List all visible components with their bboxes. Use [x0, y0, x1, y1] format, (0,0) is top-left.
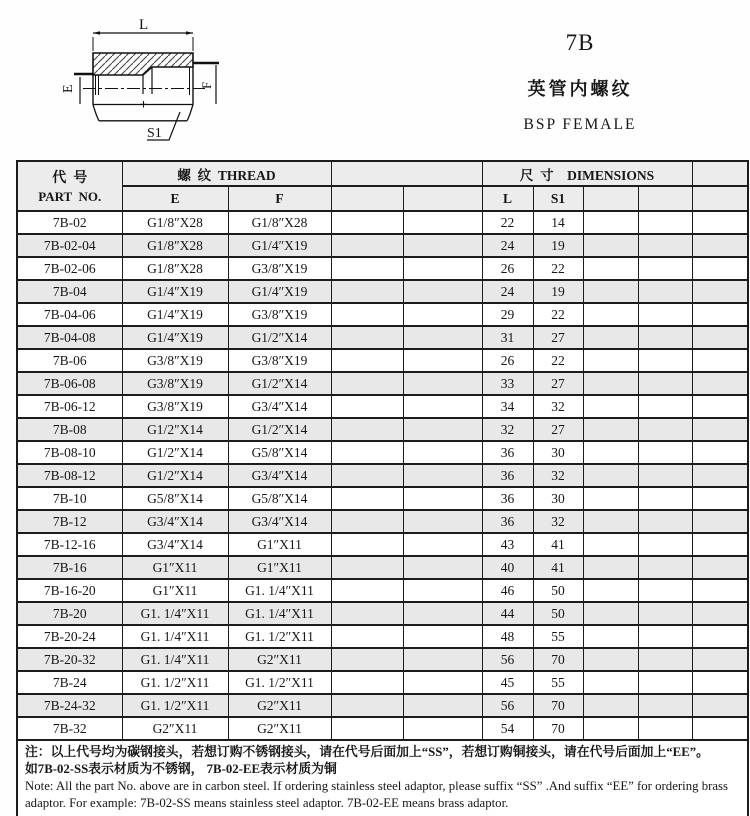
cell-s1: 32: [533, 464, 583, 487]
cell-empty: [331, 648, 403, 671]
cell-s1: 32: [533, 510, 583, 533]
cell-empty: [692, 464, 748, 487]
cell-s1: 27: [533, 326, 583, 349]
series-code: 7B: [565, 30, 595, 55]
cell-empty: [638, 418, 692, 441]
cell-f: G1. 1/4″X11: [228, 579, 331, 602]
table-row: [17, 280, 748, 303]
dim-label-E: E: [61, 84, 76, 93]
cell-part: 7B-12: [17, 510, 122, 533]
cell-empty: [403, 625, 482, 648]
cell-empty: [403, 671, 482, 694]
cell-f: G3/4″X14: [228, 510, 331, 533]
subheader-l: L: [482, 186, 533, 211]
cell-l: 22: [482, 211, 533, 234]
cell-e: G1/2″X14: [122, 464, 228, 487]
cell-s1: 22: [533, 349, 583, 372]
cell-s1: 19: [533, 280, 583, 303]
cell-empty: [331, 464, 403, 487]
cell-part: 7B-06: [17, 349, 122, 372]
table-row: [17, 556, 748, 579]
cell-f: G5/8″X14: [228, 487, 331, 510]
cell-empty: [403, 441, 482, 464]
cell-empty: [692, 487, 748, 510]
cell-s1: 50: [533, 602, 583, 625]
cell-empty: [692, 671, 748, 694]
cell-empty: [403, 556, 482, 579]
cell-empty: [403, 533, 482, 556]
cell-empty: [583, 625, 638, 648]
cell-s1: 30: [533, 487, 583, 510]
table-row: [17, 303, 748, 326]
cell-empty: [403, 372, 482, 395]
cell-l: 36: [482, 441, 533, 464]
cell-empty: [692, 556, 748, 579]
cell-l: 33: [482, 372, 533, 395]
arrowhead-right-icon: [186, 31, 193, 34]
cell-l: 26: [482, 257, 533, 280]
cell-l: 24: [482, 234, 533, 257]
cell-empty: [583, 579, 638, 602]
cell-empty: [692, 280, 748, 303]
table-row: [17, 418, 748, 441]
cell-empty: [403, 257, 482, 280]
cell-s1: 14: [533, 211, 583, 234]
header-thread-label: 螺 纹 THREAD: [177, 167, 276, 183]
cell-f: G2″X11: [228, 648, 331, 671]
cell-s1: 70: [533, 648, 583, 671]
dim-label-S1: S1: [147, 126, 162, 141]
cell-e: G3/8″X19: [122, 372, 228, 395]
cell-empty: [331, 372, 403, 395]
hex-corner-arc: [93, 105, 99, 121]
note-chinese-1: 注：以上代号均为碳钢接头，若想订购不锈钢接头，请在代号后面加上“SS”，若想订购铜接头，请在代号后面加上“EE”。: [25, 745, 709, 759]
table-row: [17, 326, 748, 349]
cell-l: 43: [482, 533, 533, 556]
table-row: [17, 372, 748, 395]
cell-empty: [403, 280, 482, 303]
cell-empty: [638, 602, 692, 625]
note-english-1: Note: All the part No. above are in carbon steel. If ordering stainless steel adaptor, please suffix “SS” .And suffix “EE” for ordering brass: [25, 778, 728, 793]
cell-s1: 55: [533, 671, 583, 694]
cell-empty: [583, 671, 638, 694]
cell-empty: [692, 234, 748, 257]
subheader-e: E: [122, 186, 228, 211]
cell-f: G1″X11: [228, 556, 331, 579]
cell-s1: 32: [533, 395, 583, 418]
cell-empty: [583, 602, 638, 625]
cell-e: G3/8″X19: [122, 395, 228, 418]
cell-s1: 41: [533, 533, 583, 556]
cell-e: G1. 1/4″X11: [122, 602, 228, 625]
cell-e: G1/4″X19: [122, 303, 228, 326]
cell-part: 7B-02: [17, 211, 122, 234]
cell-s1: 27: [533, 372, 583, 395]
table-row: [17, 211, 748, 234]
table-row: [17, 349, 748, 372]
parts-table: [16, 160, 749, 816]
cell-empty: [403, 717, 482, 740]
cell-empty: [331, 303, 403, 326]
title-block: [488, 30, 672, 134]
cell-empty: [638, 648, 692, 671]
cell-e: G1/4″X19: [122, 280, 228, 303]
cell-e: G1/2″X14: [122, 441, 228, 464]
cell-f: G1. 1/2″X11: [228, 671, 331, 694]
cell-f: G2″X11: [228, 694, 331, 717]
table-row: [17, 234, 748, 257]
cell-empty: [692, 533, 748, 556]
cell-empty: [583, 395, 638, 418]
cell-f: G3/8″X19: [228, 349, 331, 372]
cell-empty: [638, 372, 692, 395]
cell-l: 56: [482, 648, 533, 671]
cell-e: G2″X11: [122, 717, 228, 740]
cell-empty: [638, 717, 692, 740]
cell-e: G3/4″X14: [122, 510, 228, 533]
cell-empty: [331, 602, 403, 625]
cell-f: G1/2″X14: [228, 326, 331, 349]
note-english-2: adaptor. For example: 7B-02-SS means stainless steel adaptor. 7B-02-EE means brass adaptor.: [25, 795, 509, 810]
cell-f: G1. 1/4″X11: [228, 602, 331, 625]
cell-l: 36: [482, 510, 533, 533]
cell-s1: 70: [533, 717, 583, 740]
cell-empty: [331, 441, 403, 464]
cell-e: G1/4″X19: [122, 326, 228, 349]
cell-empty: [403, 510, 482, 533]
cell-f: G1″X11: [228, 533, 331, 556]
cell-e: G1. 1/4″X11: [122, 625, 228, 648]
cell-empty: [638, 464, 692, 487]
table-row: [17, 464, 748, 487]
table-row: [17, 441, 748, 464]
cell-l: 26: [482, 349, 533, 372]
cell-f: G1/2″X14: [228, 372, 331, 395]
cell-empty: [692, 372, 748, 395]
cell-s1: 22: [533, 303, 583, 326]
cell-empty: [638, 556, 692, 579]
cell-part: 7B-16: [17, 556, 122, 579]
table-row: [17, 602, 748, 625]
table-row: [17, 579, 748, 602]
cell-empty: [638, 625, 692, 648]
cell-empty: [331, 257, 403, 280]
cell-e: G5/8″X14: [122, 487, 228, 510]
cell-l: 45: [482, 671, 533, 694]
header-dimensions-label: 尺 寸 DIMENSIONS: [519, 167, 655, 183]
cell-f: G1/4″X19: [228, 234, 331, 257]
subtitle-english: BSP FEMALE: [523, 116, 637, 133]
cell-part: 7B-12-16: [17, 533, 122, 556]
cell-empty: [692, 625, 748, 648]
table-body: [17, 211, 748, 740]
cell-empty: [403, 418, 482, 441]
cell-empty: [331, 395, 403, 418]
cell-empty: [403, 464, 482, 487]
cell-empty: [638, 395, 692, 418]
cell-e: G1/8″X28: [122, 257, 228, 280]
cell-s1: 19: [533, 234, 583, 257]
cell-empty: [692, 257, 748, 280]
cell-empty: [331, 487, 403, 510]
cell-part: 7B-06-12: [17, 395, 122, 418]
dim-label-F: F: [199, 81, 214, 89]
cell-l: 36: [482, 487, 533, 510]
cell-empty: [403, 395, 482, 418]
cell-empty: [583, 257, 638, 280]
cell-empty: [583, 556, 638, 579]
header-part-no-en: PART NO.: [38, 189, 102, 204]
cell-empty: [403, 234, 482, 257]
arrowhead-left-icon: [93, 31, 100, 34]
subheader-blank: [583, 186, 638, 211]
cell-empty: [403, 211, 482, 234]
cell-empty: [583, 694, 638, 717]
table-row: [17, 257, 748, 280]
cell-empty: [331, 625, 403, 648]
cell-empty: [403, 648, 482, 671]
cell-part: 7B-20: [17, 602, 122, 625]
parts-table-wrap: [16, 160, 749, 816]
cell-empty: [403, 326, 482, 349]
cell-empty: [638, 533, 692, 556]
cell-empty: [331, 349, 403, 372]
cell-l: 54: [482, 717, 533, 740]
cell-e: G3/4″X14: [122, 533, 228, 556]
cell-s1: 30: [533, 441, 583, 464]
cell-s1: 70: [533, 694, 583, 717]
cell-part: 7B-20-24: [17, 625, 122, 648]
cell-empty: [583, 717, 638, 740]
cell-empty: [331, 211, 403, 234]
fitting-drawing: [0, 0, 260, 155]
cell-empty: [638, 349, 692, 372]
hatched-section: [93, 53, 193, 75]
cell-empty: [403, 602, 482, 625]
notes-cell: [17, 740, 748, 816]
cell-l: 29: [482, 303, 533, 326]
table-row: [17, 671, 748, 694]
cell-part: 7B-04-08: [17, 326, 122, 349]
cell-empty: [403, 487, 482, 510]
cell-empty: [692, 694, 748, 717]
cell-l: 24: [482, 280, 533, 303]
cell-empty: [583, 280, 638, 303]
cell-empty: [638, 441, 692, 464]
cell-empty: [583, 372, 638, 395]
cell-empty: [331, 234, 403, 257]
cell-e: G1/8″X28: [122, 211, 228, 234]
cell-l: 56: [482, 694, 533, 717]
cell-empty: [692, 395, 748, 418]
subheader-s1: S1: [533, 186, 583, 211]
cell-empty: [692, 441, 748, 464]
notes-row: [17, 740, 748, 816]
cell-empty: [403, 303, 482, 326]
header-blank-group: [331, 161, 482, 186]
cell-empty: [331, 694, 403, 717]
cell-e: G1/2″X14: [122, 418, 228, 441]
cell-empty: [692, 579, 748, 602]
table-row: [17, 487, 748, 510]
cell-empty: [638, 579, 692, 602]
cell-s1: 41: [533, 556, 583, 579]
dim-label-L: L: [139, 17, 149, 33]
cell-l: 48: [482, 625, 533, 648]
subtitle-chinese: 英管内螺纹: [527, 79, 633, 99]
cell-empty: [583, 648, 638, 671]
cell-empty: [403, 694, 482, 717]
cell-empty: [692, 211, 748, 234]
cell-empty: [638, 671, 692, 694]
cell-empty: [331, 717, 403, 740]
cell-f: G3/8″X19: [228, 303, 331, 326]
cell-empty: [638, 510, 692, 533]
cell-f: G5/8″X14: [228, 441, 331, 464]
cell-empty: [692, 418, 748, 441]
cell-empty: [583, 418, 638, 441]
cell-empty: [331, 326, 403, 349]
table-row: [17, 717, 748, 740]
cell-part: 7B-04: [17, 280, 122, 303]
note-chinese-2: 如7B-02-SS表示材质为不锈钢， 7B-02-EE表示材质为铜: [25, 761, 337, 776]
cell-e: G1″X11: [122, 556, 228, 579]
cell-part: 7B-24-32: [17, 694, 122, 717]
cell-empty: [331, 579, 403, 602]
header-thread: [122, 161, 331, 186]
table-row: [17, 510, 748, 533]
subheader-blank: [692, 186, 748, 211]
cell-empty: [692, 510, 748, 533]
cell-s1: 22: [533, 257, 583, 280]
cell-part: 7B-20-32: [17, 648, 122, 671]
cell-part: 7B-02-06: [17, 257, 122, 280]
cell-empty: [692, 303, 748, 326]
cell-part: 7B-02-04: [17, 234, 122, 257]
cell-part: 7B-08-12: [17, 464, 122, 487]
cell-empty: [583, 533, 638, 556]
cell-empty: [692, 648, 748, 671]
cell-empty: [583, 441, 638, 464]
cell-l: 36: [482, 464, 533, 487]
cell-f: G2″X11: [228, 717, 331, 740]
cell-empty: [331, 510, 403, 533]
cell-f: G3/8″X19: [228, 257, 331, 280]
cell-e: G1″X11: [122, 579, 228, 602]
cell-empty: [692, 326, 748, 349]
cell-part: 7B-24: [17, 671, 122, 694]
cell-empty: [331, 671, 403, 694]
cell-empty: [331, 556, 403, 579]
cell-f: G1/4″X19: [228, 280, 331, 303]
cell-empty: [583, 303, 638, 326]
cell-empty: [638, 211, 692, 234]
cell-s1: 50: [533, 579, 583, 602]
subheader-blank: [403, 186, 482, 211]
cell-empty: [692, 349, 748, 372]
cell-l: 34: [482, 395, 533, 418]
cell-empty: [692, 602, 748, 625]
cell-empty: [583, 234, 638, 257]
cell-empty: [692, 717, 748, 740]
cell-f: G1/8″X28: [228, 211, 331, 234]
cell-l: 31: [482, 326, 533, 349]
cell-empty: [331, 533, 403, 556]
cell-part: 7B-04-06: [17, 303, 122, 326]
cell-l: 40: [482, 556, 533, 579]
subheader-blank: [331, 186, 403, 211]
cell-f: G3/4″X14: [228, 464, 331, 487]
cell-part: 7B-08: [17, 418, 122, 441]
cell-l: 32: [482, 418, 533, 441]
cell-s1: 55: [533, 625, 583, 648]
cell-empty: [638, 694, 692, 717]
cell-s1: 27: [533, 418, 583, 441]
table-row: [17, 648, 748, 671]
table-row: [17, 533, 748, 556]
subheader-f: F: [228, 186, 331, 211]
cell-empty: [638, 326, 692, 349]
hex-corner-arc: [187, 105, 193, 121]
cell-e: G1. 1/2″X11: [122, 694, 228, 717]
cell-empty: [583, 464, 638, 487]
cell-empty: [583, 211, 638, 234]
cell-e: G3/8″X19: [122, 349, 228, 372]
cell-empty: [583, 510, 638, 533]
cell-empty: [638, 234, 692, 257]
header-part-no-cn: 代 号: [52, 171, 88, 186]
cell-empty: [638, 303, 692, 326]
cell-e: G1/8″X28: [122, 234, 228, 257]
cell-l: 44: [482, 602, 533, 625]
cell-part: 7B-08-10: [17, 441, 122, 464]
header-part-no: [17, 161, 122, 211]
cell-part: 7B-32: [17, 717, 122, 740]
cell-empty: [638, 257, 692, 280]
cell-f: G1. 1/2″X11: [228, 625, 331, 648]
cell-f: G3/4″X14: [228, 395, 331, 418]
cell-empty: [403, 349, 482, 372]
cell-f: G1/2″X14: [228, 418, 331, 441]
subheader-blank: [638, 186, 692, 211]
cell-empty: [638, 280, 692, 303]
table-row: [17, 694, 748, 717]
cell-part: 7B-06-08: [17, 372, 122, 395]
cell-part: 7B-16-20: [17, 579, 122, 602]
cell-e: G1. 1/2″X11: [122, 671, 228, 694]
table-row: [17, 625, 748, 648]
cell-part: 7B-10: [17, 487, 122, 510]
cell-empty: [583, 349, 638, 372]
cell-empty: [403, 579, 482, 602]
cell-empty: [331, 418, 403, 441]
header-blank-right: [692, 161, 748, 186]
table-header: [17, 161, 748, 211]
cell-l: 46: [482, 579, 533, 602]
cell-empty: [331, 280, 403, 303]
header-dimensions: [482, 161, 692, 186]
cell-e: G1. 1/4″X11: [122, 648, 228, 671]
cell-empty: [583, 326, 638, 349]
cell-empty: [583, 487, 638, 510]
cell-empty: [638, 487, 692, 510]
table-row: [17, 395, 748, 418]
